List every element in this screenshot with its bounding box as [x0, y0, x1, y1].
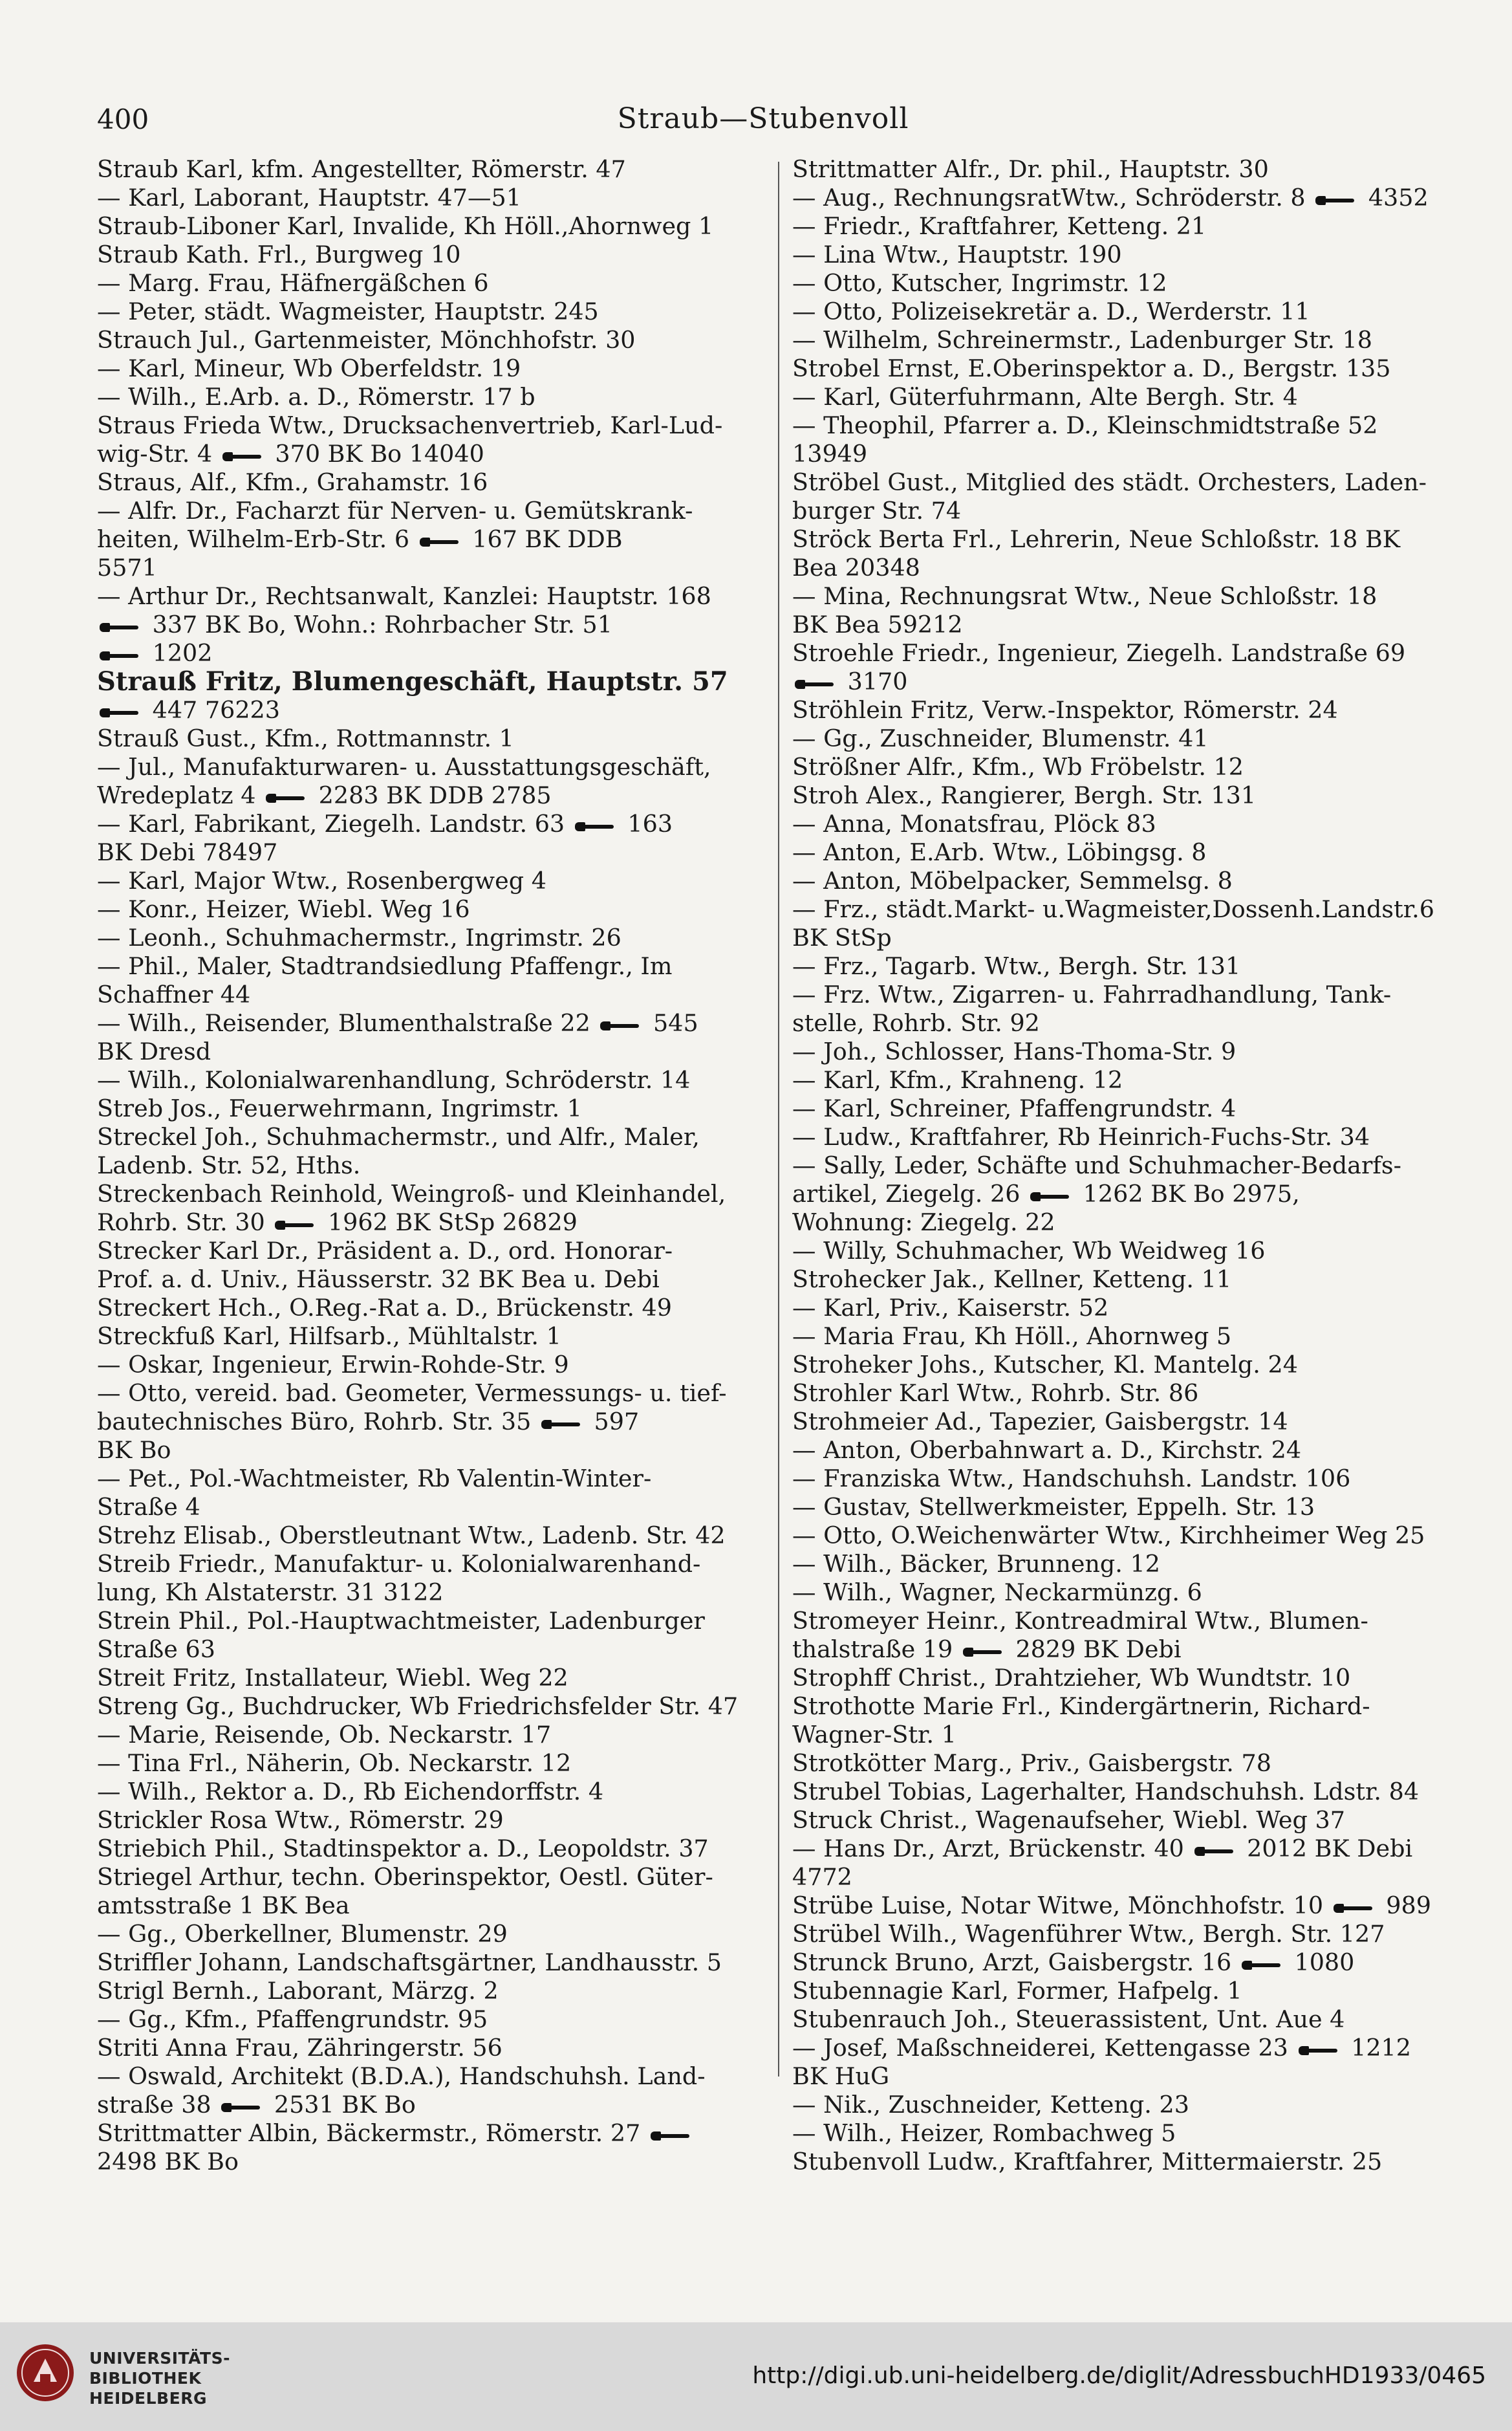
directory-entry-line: Strittmatter Alfr., Dr. phil., Hauptstr. 30: [792, 155, 1269, 183]
directory-entry-line: Strothotte Marie Frl., Kindergärtnerin, Richard-: [792, 1692, 1370, 1720]
directory-entry-line: Straub Kath. Frl., Burgweg 10: [97, 241, 461, 268]
directory-entry-line: Schaffner 44: [97, 981, 251, 1008]
directory-entry-line: — Josef, Maßschneiderei, Kettengasse 23 1212: [792, 2034, 1411, 2062]
directory-entry-line: Streckert Hch., O.Reg.-Rat a. D., Brückenstr. 49: [97, 1294, 672, 1322]
directory-entry-line: Ströbel Gust., Mitglied des städt. Orchesters, Laden-: [792, 468, 1427, 496]
directory-entry-line: BK Bea 59212: [792, 611, 963, 638]
library-line: UNIVERSITÄTS-: [89, 2349, 230, 2368]
directory-entry-line: — Karl, Priv., Kaiserstr. 52: [792, 1294, 1109, 1322]
directory-entry-line: — Pet., Pol.-Wachtmeister, Rb Valentin-Winter-: [97, 1465, 652, 1492]
directory-entry-line: 447 76223: [97, 696, 766, 725]
directory-entry-line: artikel, Ziegelg. 26 1262 BK Bo 2975,: [792, 1180, 1300, 1208]
directory-entry-line: — Frz., Tagarb. Wtw., Bergh. Str. 131: [792, 952, 1241, 980]
directory-entry-line: 2498 BK Bo: [97, 2148, 239, 2175]
directory-entry-line: — Karl, Fabrikant, Ziegelh. Landstr. 63 163: [97, 810, 673, 838]
directory-entry-line: 337 BK Bo, Wohn.: Rohrbacher Str. 51: [97, 611, 766, 639]
telephone-icon: [221, 2100, 261, 2114]
directory-entry-line: — Maria Frau, Kh Höll., Ahornweg 5: [792, 1322, 1232, 1350]
directory-entry-line: — Franziska Wtw., Handschuhsh. Landstr. 106: [792, 1465, 1351, 1492]
directory-entry-line: — Otto, O.Weichenwärter Wtw., Kirchheimer Weg 25: [792, 1521, 1425, 1549]
directory-entry-line: BK Debi 78497: [97, 838, 278, 866]
directory-entry-line: — Alfr. Dr., Facharzt für Nerven- u. Gemütskrank-: [97, 497, 693, 525]
directory-entry-line: — Wilh., E.Arb. a. D., Römerstr. 17 b: [97, 383, 535, 411]
directory-entry-line: Strubel Tobias, Lagerhalter, Handschuhsh. Ldstr. 84: [792, 1778, 1420, 1805]
directory-entry-line: Wagner-Str. 1: [792, 1721, 956, 1749]
directory-entry-line: burger Str. 74: [792, 497, 962, 525]
directory-entry-line: Stroehle Friedr., Ingenieur, Ziegelh. Landstraße 69: [792, 639, 1406, 667]
directory-entry-line: — Leonh., Schuhmachermstr., Ingrimstr. 26: [97, 924, 621, 952]
directory-entry-line: — Jul., Manufakturwaren- u. Ausstattungsgeschäft,: [97, 753, 711, 781]
directory-entry-line: bautechnisches Büro, Rohrb. Str. 35 597: [97, 1408, 640, 1435]
column-divider: [778, 162, 779, 2077]
directory-entry-line: Streb Jos., Feuerwehrmann, Ingrimstr. 1: [97, 1095, 582, 1122]
page-title: Straub—Stubenvoll: [617, 102, 909, 135]
directory-entry-line: Wredeplatz 4 2283 BK DDB 2785: [97, 781, 552, 809]
directory-entry-line: 3170: [792, 668, 1442, 696]
directory-entry-line: — Gustav, Stellwerkmeister, Eppelh. Str. 13: [792, 1493, 1315, 1521]
telephone-icon: [1030, 1189, 1070, 1203]
directory-entry-line: BK HuG: [792, 2062, 890, 2090]
directory-entry-line: Straub Karl, kfm. Angestellter, Römerstr. 47: [97, 155, 626, 183]
directory-entry-line: Strobel Ernst, E.Oberinspektor a. D., Bergstr. 135: [792, 354, 1391, 382]
directory-entry-line: — Gg., Oberkellner, Blumenstr. 29: [97, 1920, 508, 1948]
directory-entry-line: — Karl, Laborant, Hauptstr. 47—51: [97, 184, 521, 212]
directory-entry-line: Straus Frieda Wtw., Drucksachenvertrieb, Karl-Lud-: [97, 411, 723, 439]
directory-entry-line: lung, Kh Alstaterstr. 31 3122: [97, 1578, 444, 1606]
directory-entry-line: Streng Gg., Buchdrucker, Wb Friedrichsfelder Str. 47: [97, 1692, 739, 1720]
directory-entry-line: Bea 20348: [792, 554, 920, 582]
directory-entry-line: — Karl, Mineur, Wb Oberfeldstr. 19: [97, 354, 521, 382]
directory-entry-line: — Wilhelm, Schreinermstr., Ladenburger Str. 18: [792, 326, 1372, 354]
directory-entry-line: — Wilh., Reisender, Blumenthalstraße 22 545: [97, 1009, 698, 1037]
directory-entry-line: Strübe Luise, Notar Witwe, Mönchhofstr. 10 989: [792, 1891, 1431, 1919]
directory-entry-line: Streckel Joh., Schuhmachermstr., und Alfr., Maler,: [97, 1123, 700, 1151]
directory-entry-line: Ströhlein Fritz, Verw.-Inspektor, Römerstr. 24: [792, 696, 1338, 724]
library-line: BIBLIOTHEK: [89, 2369, 202, 2388]
directory-entry-line: Streit Fritz, Installateur, Wiebl. Weg 22: [97, 1664, 568, 1692]
page-header: [97, 97, 1429, 149]
directory-entry-line: — Otto, vereid. bad. Geometer, Vermessungs- u. tief-: [97, 1379, 727, 1407]
directory-entry-line: Streckfuß Karl, Hilfsarb., Mühltalstr. 1: [97, 1322, 561, 1350]
directory-entry-line: Rohrb. Str. 30 1962 BK StSp 26829: [97, 1208, 578, 1236]
directory-entry-line: — Ludw., Kraftfahrer, Rb Heinrich-Fuchs-Str. 34: [792, 1123, 1370, 1151]
directory-entry-line: — Anton, E.Arb. Wtw., Löbingsg. 8: [792, 838, 1207, 866]
directory-entry-line: Stroh Alex., Rangierer, Bergh. Str. 131: [792, 781, 1257, 809]
telephone-icon: [100, 648, 140, 662]
directory-entry-line: — Wilh., Rektor a. D., Rb Eichendorffstr. 4: [97, 1778, 604, 1805]
directory-entry-line: — Wilh., Wagner, Neckarmünzg. 6: [792, 1578, 1202, 1606]
telephone-icon: [1299, 2043, 1339, 2057]
directory-entry-line: Strigl Bernh., Laborant, Märzg. 2: [97, 1977, 499, 2005]
directory-entry-line: — Joh., Schlosser, Hans-Thoma-Str. 9: [792, 1038, 1237, 1065]
directory-entry-line: BK Dresd: [97, 1038, 211, 1065]
directory-entry-line: — Aug., RechnungsratWtw., Schröderstr. 8 4352: [792, 184, 1429, 212]
directory-entry-line: — Phil., Maler, Stadtrandsiedlung Pfaffengr., Im: [97, 952, 673, 980]
directory-entry-line: stelle, Rohrb. Str. 92: [792, 1009, 1040, 1037]
directory-entry-line: Strittmatter Albin, Bäckermstr., Römerstr. 27: [97, 2119, 766, 2148]
footer-bar: [0, 2322, 1512, 2431]
directory-entry-line: — Friedr., Kraftfahrer, Ketteng. 21: [792, 212, 1207, 240]
directory-entry-line: — Lina Wtw., Hauptstr. 190: [792, 241, 1122, 268]
telephone-icon: [1242, 1957, 1282, 1972]
right-column: [792, 155, 1442, 2176]
directory-entry-line: heiten, Wilhelm-Erb-Str. 6 167 BK DDB: [97, 525, 623, 553]
directory-entry-line: Striffler Johann, Landschaftsgärtner, Landhausstr. 5: [97, 1948, 722, 1976]
source-url-link[interactable]: http://digi.ub.uni-heidelberg.de/diglit/AdressbuchHD1933/0465: [752, 2362, 1486, 2389]
directory-entry-line: 13949: [792, 440, 868, 468]
directory-entry-line: — Gg., Zuschneider, Blumenstr. 41: [792, 725, 1209, 752]
directory-entry-line: BK Bo: [97, 1436, 171, 1464]
directory-entry-line: — Karl, Güterfuhrmann, Alte Bergh. Str. 4: [792, 383, 1298, 411]
directory-entry-line: Streckenbach Reinhold, Weingroß- und Kleinhandel,: [97, 1180, 726, 1208]
directory-entry-line: thalstraße 19 2829 BK Debi: [792, 1635, 1182, 1663]
library-name: [89, 2348, 230, 2408]
directory-entry-line: — Anton, Möbelpacker, Semmelsg. 8: [792, 867, 1233, 895]
directory-entry-line: — Oswald, Architekt (B.D.A.), Handschuhsh. Land-: [97, 2062, 706, 2090]
telephone-icon: [795, 677, 835, 691]
telephone-icon: [420, 534, 460, 549]
directory-entry-line: Straus, Alf., Kfm., Grahamstr. 16: [97, 468, 488, 496]
directory-entry-line: — Gg., Kfm., Pfaffengrundstr. 95: [97, 2005, 488, 2033]
telephone-icon: [575, 819, 615, 833]
directory-entry-line: Struck Christ., Wagenaufseher, Wiebl. Weg 37: [792, 1806, 1345, 1834]
directory-entry-line: Wohnung: Ziegelg. 22: [792, 1208, 1055, 1236]
directory-entry-line: — Karl, Major Wtw., Rosenbergweg 4: [97, 867, 546, 895]
directory-entry-line: — Tina Frl., Näherin, Ob. Neckarstr. 12: [97, 1749, 572, 1777]
directory-entry-line: Prof. a. d. Univ., Häusserstr. 32 BK Bea u. Debi: [97, 1265, 660, 1293]
directory-entry-line: Striegel Arthur, techn. Oberinspektor, Oestl. Güter-: [97, 1863, 713, 1891]
telephone-icon: [1334, 1901, 1374, 1915]
directory-entry-line: straße 38 2531 BK Bo: [97, 2091, 416, 2119]
directory-entry-line: Stubenrauch Joh., Steuerassistent, Unt. Aue 4: [792, 2005, 1345, 2033]
directory-entry-line: — Konr., Heizer, Wiebl. Weg 16: [97, 895, 470, 923]
telephone-icon: [963, 1644, 1003, 1659]
directory-entry-line: Straße 63: [97, 1635, 215, 1663]
directory-entry-line: BK StSp: [792, 924, 892, 952]
page-number: 400: [97, 104, 149, 135]
telephone-icon: [1194, 1844, 1235, 1858]
directory-entry-line: Stubennagie Karl, Former, Hafpelg. 1: [792, 1977, 1242, 2005]
directory-entry-line: Strübel Wilh., Wagenführer Wtw., Bergh. Str. 127: [792, 1920, 1385, 1948]
directory-entry-line: Stubenvoll Ludw., Kraftfahrer, Mittermaierstr. 25: [792, 2148, 1383, 2175]
directory-entry-line: — Marie, Reisende, Ob. Neckarstr. 17: [97, 1721, 552, 1749]
library-line: HEIDELBERG: [89, 2389, 207, 2408]
directory-entry-line: Stroheker Johs., Kutscher, Kl. Mantelg. 24: [792, 1351, 1298, 1379]
directory-entry-line: Ströck Berta Frl., Lehrerin, Neue Schloßstr. 18 BK: [792, 525, 1401, 553]
directory-entry-line: 1202: [97, 639, 766, 668]
left-column: [97, 155, 766, 2176]
directory-entry-line: 4772: [792, 1863, 852, 1891]
directory-entry-line: — Otto, Kutscher, Ingrimstr. 12: [792, 269, 1167, 297]
directory-entry-line: Striebich Phil., Stadtinspektor a. D., Leopoldstr. 37: [97, 1835, 709, 1862]
directory-entry-line: Strohmeier Ad., Tapezier, Gaisbergstr. 14: [792, 1408, 1288, 1435]
directory-entry-line: Strotkötter Marg., Priv., Gaisbergstr. 78: [792, 1749, 1271, 1777]
directory-entry-line: — Theophil, Pfarrer a. D., Kleinschmidtstraße 52: [792, 411, 1378, 439]
directory-entry-line: Strophff Christ., Drahtzieher, Wb Wundtstr. 10: [792, 1664, 1351, 1692]
directory-entry-line: wig-Str. 4 370 BK Bo 14040: [97, 440, 484, 468]
directory-entry-line: Strehz Elisab., Oberstleutnant Wtw., Ladenb. Str. 42: [97, 1521, 726, 1549]
telephone-icon: [275, 1217, 315, 1232]
directory-entry-line: — Sally, Leder, Schäfte und Schuhmacher-Bedarfs-: [792, 1151, 1401, 1179]
directory-entry-line: Strauch Jul., Gartenmeister, Mönchhofstr. 30: [97, 326, 636, 354]
directory-entry-line: — Frz. Wtw., Zigarren- u. Fahrradhandlung, Tank-: [792, 981, 1392, 1008]
telephone-icon: [651, 2128, 691, 2142]
directory-entry-line: — Karl, Schreiner, Pfaffengrundstr. 4: [792, 1095, 1237, 1122]
directory-entry-line: Strecker Karl Dr., Präsident a. D., ord. Honorar-: [97, 1237, 673, 1265]
directory-entry-line: amtsstraße 1 BK Bea: [97, 1891, 350, 1919]
directory-entry-line: — Willy, Schuhmacher, Wb Weidweg 16: [792, 1237, 1266, 1265]
telephone-icon: [100, 705, 140, 719]
directory-entry-line: Straße 4: [97, 1493, 200, 1521]
directory-entry-line: Stromeyer Heinr., Kontreadmiral Wtw., Blumen-: [792, 1607, 1368, 1635]
directory-entry-line: — Oskar, Ingenieur, Erwin-Rohde-Str. 9: [97, 1351, 569, 1379]
directory-entry-line: — Hans Dr., Arzt, Brückenstr. 40 2012 BK Debi: [792, 1835, 1413, 1862]
directory-entry-line: Strohecker Jak., Kellner, Ketteng. 11: [792, 1265, 1232, 1293]
directory-entry-line: — Arthur Dr., Rechtsanwalt, Kanzlei: Hauptstr. 168: [97, 582, 711, 610]
directory-entry-line: Strauß Gust., Kfm., Rottmannstr. 1: [97, 725, 514, 752]
directory-entry-line: — Wilh., Bäcker, Brunneng. 12: [792, 1550, 1160, 1578]
directory-entry-line: — Otto, Polizeisekretär a. D., Werderstr. 11: [792, 298, 1310, 325]
directory-entry-line: Strein Phil., Pol.-Hauptwachtmeister, Ladenburger: [97, 1607, 705, 1635]
directory-entry-line: — Anna, Monatsfrau, Plöck 83: [792, 810, 1156, 838]
directory-entry-line: Ladenb. Str. 52, Hths.: [97, 1151, 361, 1179]
directory-entry-line: — Anton, Oberbahnwart a. D., Kirchstr. 24: [792, 1436, 1302, 1464]
directory-entry-line: — Wilh., Kolonialwarenhandlung, Schröderstr. 14: [97, 1066, 691, 1094]
directory-entry-line: — Frz., städt.Markt- u.Wagmeister,Dossenh.Landstr.6: [792, 895, 1434, 923]
directory-entry-line: — Peter, städt. Wagmeister, Hauptstr. 245: [97, 298, 599, 325]
directory-entry-line: Strunck Bruno, Arzt, Gaisbergstr. 16 1080: [792, 1948, 1355, 1976]
telephone-icon: [100, 620, 140, 634]
directory-entry-line: Striti Anna Frau, Zähringerstr. 56: [97, 2034, 502, 2062]
telephone-icon: [266, 790, 306, 805]
directory-entry-line: Strohler Karl Wtw., Rohrb. Str. 86: [792, 1379, 1199, 1407]
directory-entry-line: Strößner Alfr., Kfm., Wb Fröbelstr. 12: [792, 753, 1244, 781]
directory-entry-line: Strauß Fritz, Blumengeschäft, Hauptstr. 57: [97, 668, 728, 696]
directory-entry-line: Strickler Rosa Wtw., Römerstr. 29: [97, 1806, 504, 1834]
directory-entry-line: Straub-Liboner Karl, Invalide, Kh Höll.,Ahornweg 1: [97, 212, 714, 240]
telephone-icon: [1315, 193, 1355, 207]
directory-entry-line: — Nik., Zuschneider, Ketteng. 23: [792, 2091, 1189, 2119]
telephone-icon: [541, 1417, 581, 1431]
telephone-icon: [600, 1018, 640, 1032]
telephone-icon: [222, 449, 263, 463]
directory-entry-line: 5571: [97, 554, 157, 582]
directory-entry-line: — Marg. Frau, Häfnergäßchen 6: [97, 269, 489, 297]
directory-entry-line: — Karl, Kfm., Krahneng. 12: [792, 1066, 1123, 1094]
directory-entry-line: — Wilh., Heizer, Rombachweg 5: [792, 2119, 1176, 2147]
directory-entry-line: — Mina, Rechnungsrat Wtw., Neue Schloßstr. 18: [792, 582, 1377, 610]
directory-entry-line: Streib Friedr., Manufaktur- u. Kolonialwarenhand-: [97, 1550, 701, 1578]
university-seal-icon: [14, 2342, 76, 2404]
